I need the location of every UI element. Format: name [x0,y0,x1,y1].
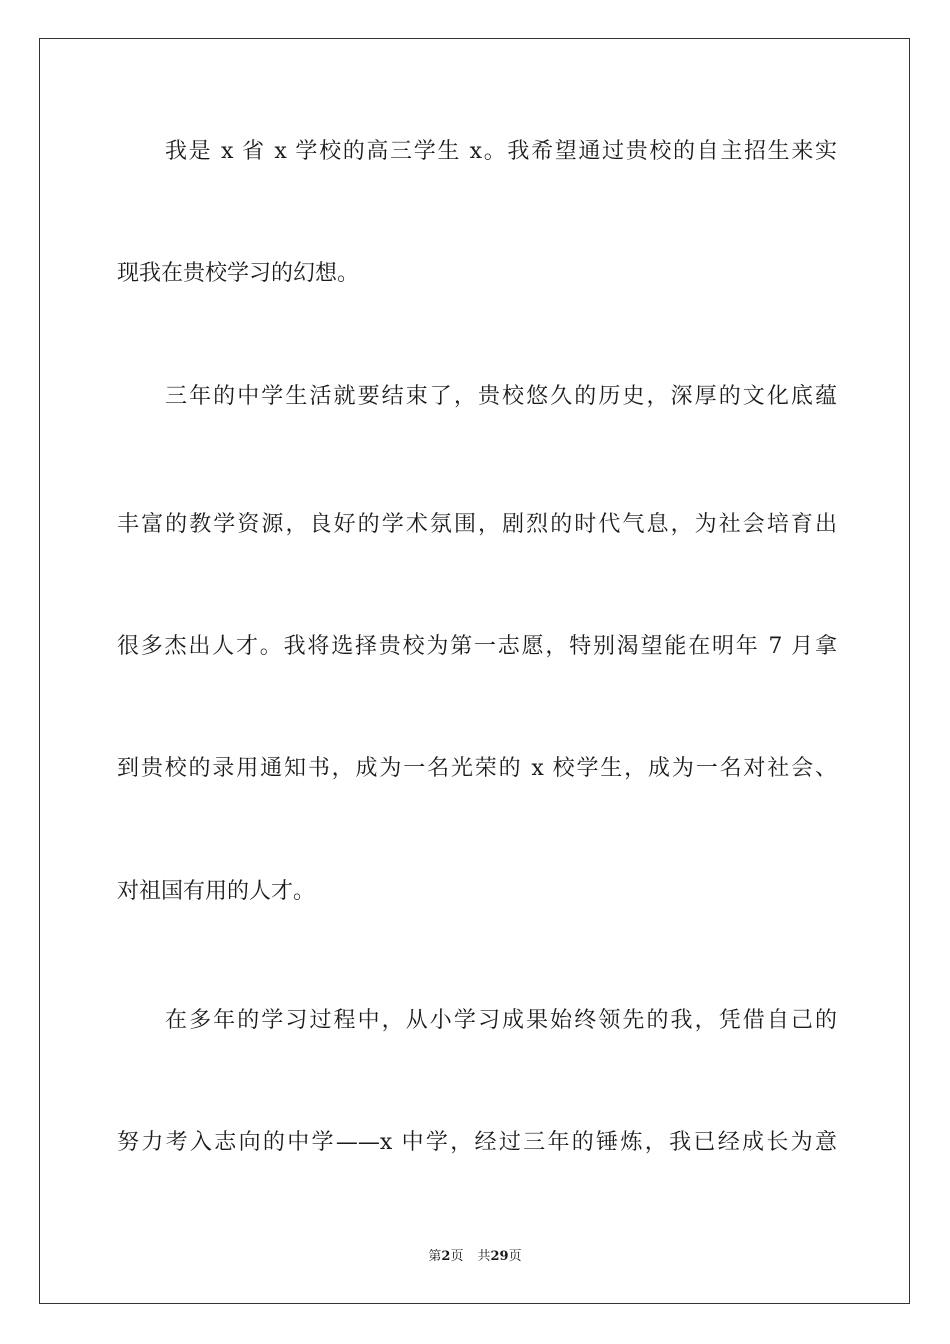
total-prefix: 共 [477,1249,491,1264]
total-pages-number: 29 [490,1249,509,1264]
page-suffix: 页 [450,1249,464,1264]
paragraph-2-line-5: 对祖国有用的人才。 [117,879,316,904]
paragraph-2-line-2: 丰富的教学资源，良好的学术氛围，剧烈的时代气息，为社会培育出 [117,512,837,537]
page-label [428,1249,463,1264]
paragraph-2-line-3: 很多杰出人才。我将选择贵校为第一志愿，特别渴望能在明年 7 月拿 [117,634,837,659]
page-prefix: 第 [428,1249,442,1264]
paragraph-1-line-1: 我是 x 省 x 学校的高三学生 x。我希望通过贵校的自主招生来实 [165,139,837,164]
page-number: 2 [441,1249,451,1264]
paragraph-3-line-1: 在多年的学习过程中，从小学习成果始终领先的我，凭借自己的 [165,1008,837,1033]
paragraph-2-line-1: 三年的中学生活就要结束了，贵校悠久的历史，深厚的文化底蕴 [165,384,837,409]
paragraph-3-line-2: 努力考入志向的中学——x 中学，经过三年的锤炼，我已经成长为意 [117,1130,837,1155]
page-footer [0,1248,950,1266]
page-border [39,38,910,1304]
paragraph-2-line-4: 到贵校的录用通知书，成为一名光荣的 x 校学生，成为一名对社会、 [117,756,837,781]
total-suffix: 页 [508,1249,522,1264]
total-pages-label [477,1249,521,1264]
paragraph-1-line-2: 现我在贵校学习的幻想。 [117,261,360,286]
